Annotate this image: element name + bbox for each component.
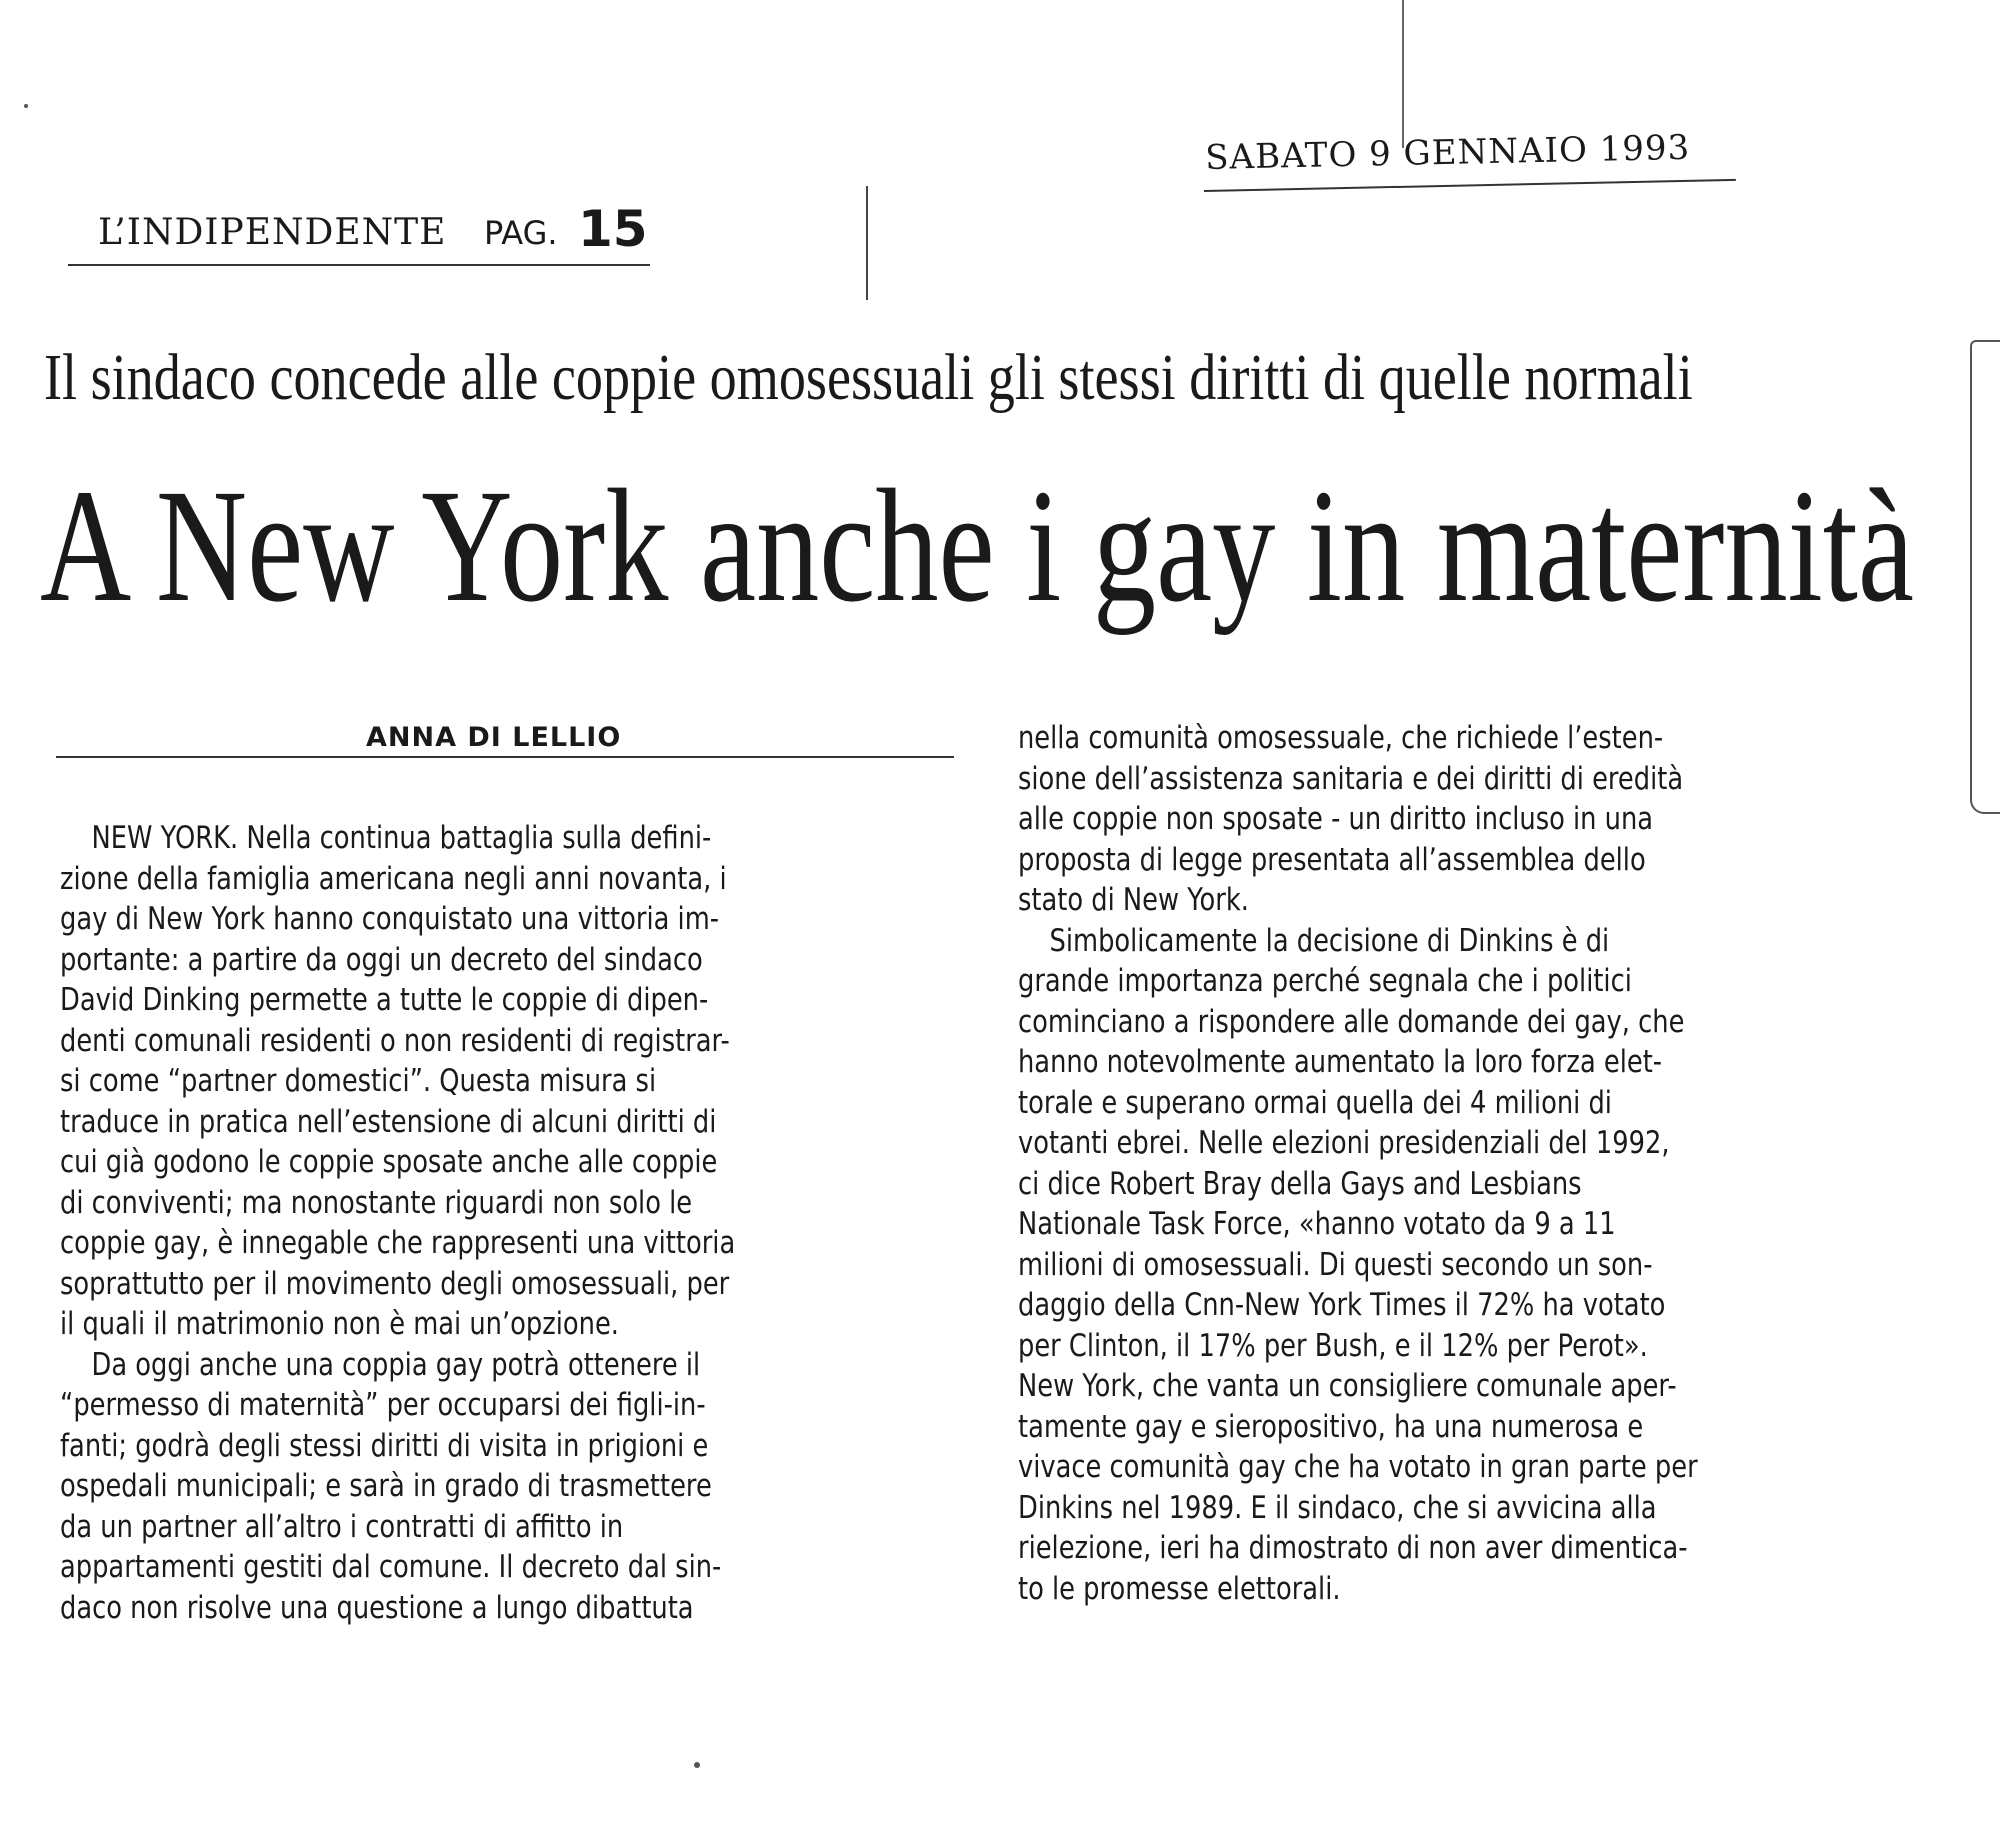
clipping-edge-mark [1970, 340, 2000, 814]
text-line: di conviventi; ma nonostante riguardi non solo le [60, 1184, 693, 1221]
text-line: coppie gay, è innegable che rappresenti una vittoria [60, 1225, 736, 1261]
page-label: PAG. [484, 214, 558, 252]
article-kicker: Il sindaco concede alle coppie omosessuali gli stessi diritti di quelle normali [44, 341, 1693, 414]
scan-speck [24, 104, 28, 108]
text-line: sione dell’assistenza sanitaria e dei diritti di eredità [1018, 760, 1684, 797]
text-line: ospedali municipali; e sarà in grado di trasmettere [60, 1468, 712, 1504]
text-line: votanti ebrei. Nelle elezioni presidenziali del 1992, [1018, 1125, 1670, 1161]
text-line: portante: a partire da oggi un decreto del sindaco [60, 941, 703, 978]
byline-block [56, 720, 954, 758]
text-line: grande importanza perché segnala che i politici [1018, 963, 1632, 999]
text-line: da un partner all’altro i contratti di affitto in [60, 1508, 624, 1545]
article-headline: A New York anche i gay in maternità [40, 457, 1914, 636]
text-line: nella comunità omosessuale, che richiede l’esten- [1018, 720, 1664, 756]
text-line: “permesso di maternità” per occuparsi dei figli-in- [60, 1387, 706, 1423]
text-line: torale e superano ormai quella dei 4 milioni di [1018, 1084, 1612, 1121]
text-line: tamente gay e sieropositivo, ha una numerosa e [1018, 1408, 1644, 1445]
text-line: proposta di legge presentata all’assemblea dello [1018, 841, 1646, 878]
text-line: daggio della Cnn-New York Times il 72% ha votato [1018, 1287, 1666, 1323]
text-line: to le promesse elettorali. [1018, 1570, 1341, 1607]
paragraph [1018, 921, 1938, 1610]
text-line: milioni di omosessuali. Di questi secondo un son- [1018, 1246, 1653, 1283]
text-line: hanno notevolmente aumentato la loro forza elet- [1018, 1044, 1663, 1080]
paragraph [1018, 718, 1938, 921]
masthead-divider [866, 186, 868, 300]
article-column-right [1018, 718, 1938, 1609]
text-line: Da oggi anche una coppia gay potrà ottenere il [91, 1346, 701, 1383]
paragraph [60, 1345, 980, 1629]
text-line: Simbolicamente la decisione di Dinkins è di [1049, 922, 1610, 959]
text-line: gay di New York hanno conquistato una vittoria im- [60, 901, 720, 937]
text-line: Nationale Task Force, «hanno votato da 9 a 11 [1018, 1206, 1616, 1242]
page-number: 15 [578, 200, 648, 258]
text-line: NEW YORK. Nella continua battaglia sulla defini- [91, 820, 712, 856]
text-line: rielezione, ieri ha dimostrato di non aver dimentica- [1018, 1530, 1688, 1566]
text-line: stato di New York. [1018, 882, 1249, 918]
text-line: New York, che vanta un consigliere comunale aper- [1018, 1368, 1677, 1404]
text-line: daco non risolve una questione a lungo dibattuta [60, 1589, 694, 1626]
text-line: Dinkins nel 1989. E il sindaco, che si avvicina alla [1018, 1489, 1657, 1526]
text-line: alle coppie non sposate - un diritto incluso in una [1018, 801, 1654, 837]
text-line: appartamenti gestiti dal comune. Il decreto dal sin- [60, 1549, 722, 1585]
text-line: zione della famiglia americana negli anni novanta, i [60, 860, 727, 897]
issue-date: SABATO 9 GENNAIO 1993 [1204, 127, 1691, 178]
text-line: fanti; godrà degli stessi diritti di visita in prigioni e [60, 1427, 709, 1464]
article-byline: ANNA DI LELLIO [366, 722, 622, 753]
text-line: cui già godono le coppie sposate anche alle coppie [60, 1144, 718, 1180]
text-line: cominciano a rispondere alle domande dei gay, che [1018, 1003, 1685, 1040]
article-column-left [60, 818, 980, 1628]
paragraph [60, 818, 980, 1345]
text-line: David Dinking permette a tutte le coppie di dipen- [60, 982, 709, 1018]
text-line: traduce in pratica nell’estensione di alcuni diritti di [60, 1103, 717, 1140]
masthead [68, 200, 650, 266]
text-line: ci dice Robert Bray della Gays and Lesbians [1018, 1165, 1582, 1202]
text-line: si come “partner domestici”. Questa misura si [60, 1063, 657, 1099]
text-line: per Clinton, il 17% per Bush, e il 12% per Perot». [1018, 1327, 1648, 1364]
date-block [1203, 119, 1736, 192]
text-line: denti comunali residenti o non residenti di registrar- [60, 1022, 730, 1059]
scan-speck [694, 1762, 700, 1768]
text-line: soprattutto per il movimento degli omosessuali, per [60, 1265, 730, 1302]
text-line: il quali il matrimonio non è mai un’opzione. [60, 1306, 619, 1342]
newspaper-name: L’INDIPENDENTE [98, 212, 447, 253]
text-line: vivace comunità gay che ha votato in gran parte per [1018, 1449, 1698, 1485]
